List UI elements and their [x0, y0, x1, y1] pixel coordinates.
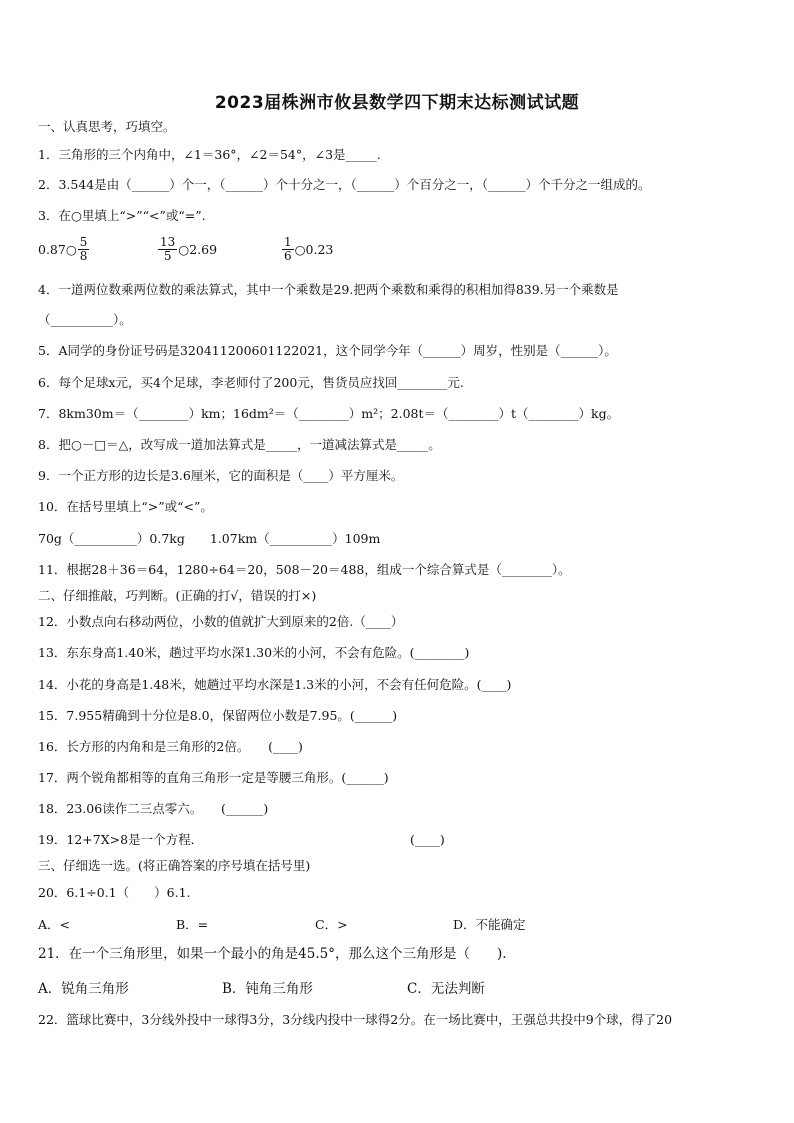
question-10-items: 70g（__________）0.7kg 1.07km（__________）109m	[38, 531, 381, 546]
question-19-answer-blank: (____)	[410, 832, 445, 847]
question-4-line-2: （__________）。	[38, 312, 132, 327]
fraction	[282, 236, 294, 263]
q3-item-a	[38, 236, 90, 263]
q21-option-c: C．无法判断	[407, 981, 485, 997]
question-13: 13．东东身高1.40米，趟过平均水深1.30米的小河，不会有危险。(________)	[38, 645, 470, 660]
section-heading-2: 二、仔细推敲，巧判断。(正确的打√，错误的打×)	[38, 588, 317, 603]
question-4-line-1: 4．一道两位数乘两位数的乘法算式，其中一个乘数是29.把两个乘数和乘得的积相加得839.另一个乘数是	[38, 282, 619, 297]
fraction-numerator: 1	[284, 235, 292, 249]
q3-item-b	[157, 236, 217, 263]
fraction	[158, 236, 177, 263]
fraction-numerator: 5	[79, 235, 88, 249]
question-11: 11．根据28＋36＝64，1280÷64＝20，508－20＝488，组成一个综合算式是（________）。	[38, 562, 571, 577]
q20-option-c: C．>	[315, 917, 348, 932]
q20-option-b: B．=	[176, 917, 209, 932]
question-14: 14．小花的身高是1.48米，她趟过平均水深是1.3米的小河，不会有任何危险。(____)	[38, 677, 512, 692]
q20-option-a: A．<	[38, 917, 71, 932]
fraction-numerator: 13	[160, 235, 176, 249]
q21-option-b: B．钝角三角形	[222, 981, 313, 997]
q3-item-c-right: ○0.23	[294, 242, 334, 257]
question-15: 15．7.955精确到十分位是8.0，保留两位小数是7.95。(______)	[38, 708, 398, 723]
question-22: 22．篮球比赛中，3分线外投中一球得3分，3分线内投中一球得2分。在一场比赛中，王强总共投中9个球，得了20	[38, 1012, 673, 1027]
question-12: 12．小数点向右移动两位，小数的值就扩大到原来的2倍.（____）	[38, 614, 404, 629]
question-21: 21．在一个三角形里，如果一个最小的角是45.5°，那么这个三角形是（ ).	[38, 946, 507, 962]
question-6: 6．每个足球x元，买4个足球，李老师付了200元，售货员应找回________元.	[38, 375, 464, 390]
question-5: 5．A同学的身份证号码是320411200601122021，这个同学今年（______）周岁，性别是（______）。	[38, 343, 617, 358]
page-title: 2023届株洲市攸县数学四下期末达标测试试题	[214, 93, 580, 113]
fraction	[78, 236, 90, 263]
fraction-denominator: 5	[163, 249, 172, 263]
question-9: 9．一个正方形的边长是3.6厘米，它的面积是（____）平方厘米。	[38, 468, 404, 483]
section-heading-1: 一、认真思考，巧填空。	[38, 119, 176, 134]
q21-option-a: A．锐角三角形	[38, 981, 129, 997]
question-10: 10．在括号里填上“>”或“<”。	[38, 499, 213, 514]
question-7: 7．8km30m＝（________）km；16dm²＝（________）m²；2.08t＝（________）t（________）kg。	[38, 406, 620, 421]
question-8: 8．把○－□＝△，改写成一道加法算式是_____，一道减法算式是_____。	[38, 437, 441, 452]
q3-item-b-right: ○2.69	[178, 242, 218, 257]
q20-option-d: D．不能确定	[453, 917, 526, 932]
question-16: 16．长方形的内角和是三角形的2倍。 (____)	[38, 739, 303, 754]
question-20: 20．6.1÷0.1（ ）6.1.	[38, 885, 191, 900]
section-heading-3: 三、仔细选一选。(将正确答案的序号填在括号里)	[38, 858, 311, 873]
question-3: 3．在○里填上“>”“<”或“=”.	[38, 208, 206, 223]
fraction-denominator: 8	[79, 249, 88, 263]
fraction-denominator: 6	[284, 249, 292, 263]
question-18: 18．23.06读作二三点零六。 (______)	[38, 801, 269, 816]
question-1: 1．三角形的三个内角中，∠1＝36°，∠2＝54°，∠3是_____.	[38, 147, 381, 162]
question-2: 2．3.544是由（______）个一，（______）个十分之一，（______）个百分之一，（______）个千分之一组成的。	[38, 177, 651, 192]
question-17: 17．两个锐角都相等的直角三角形一定是等腰三角形。(______)	[38, 770, 389, 785]
q3-item-a-left: 0.87○	[38, 242, 77, 257]
question-19: 19．12+7X>8是一个方程．	[38, 832, 204, 847]
q3-item-c	[281, 236, 333, 263]
